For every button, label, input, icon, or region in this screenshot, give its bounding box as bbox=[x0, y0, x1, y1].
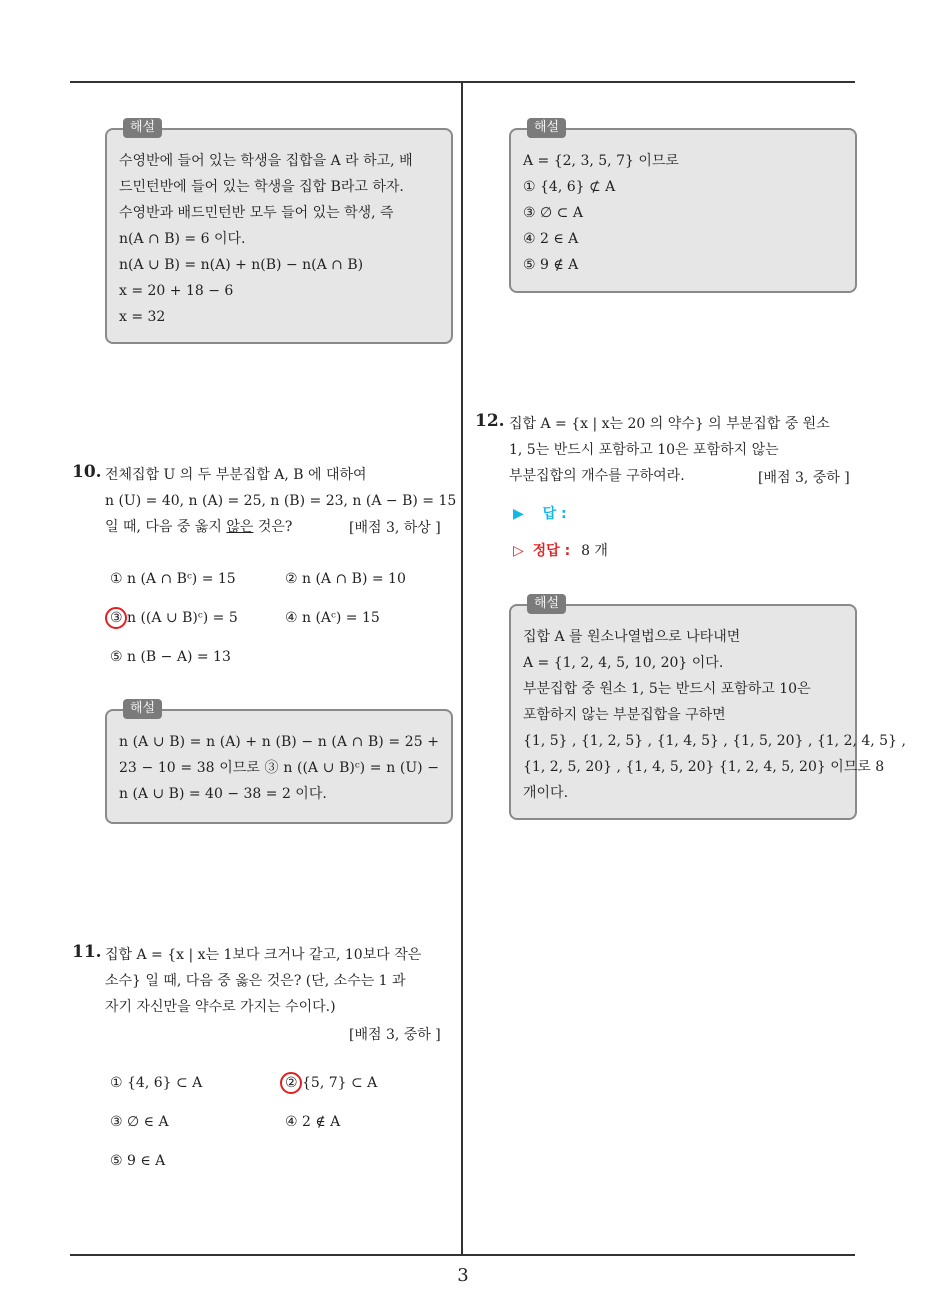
question-text: 일 때, 다음 중 옳지 bbox=[105, 519, 227, 535]
question-number: 11. bbox=[72, 942, 102, 962]
solution-line: ⑤ 9 ∉ A bbox=[523, 257, 579, 273]
solution-box-q9 bbox=[105, 120, 453, 344]
question-line: 소수} 일 때, 다음 중 옳은 것은? (단, 소수는 1 과 bbox=[105, 973, 406, 989]
solution-box-q10 bbox=[105, 701, 453, 824]
solution-line: x = 20 + 18 − 6 bbox=[119, 283, 234, 299]
choice-1[interactable]: ① {4, 6} ⊂ A bbox=[110, 1075, 203, 1091]
answer-row bbox=[513, 503, 567, 523]
choice-3[interactable]: ③ ∅ ∈ A bbox=[110, 1114, 169, 1130]
solution-tag: 해설 bbox=[527, 594, 566, 614]
solution-line: 부분집합 중 원소 1, 5는 반드시 포함하고 10은 bbox=[523, 681, 811, 697]
choice-5[interactable]: ⑤ n (B − A) = 13 bbox=[110, 649, 231, 665]
solution-box-q12 bbox=[509, 596, 906, 820]
choice-5[interactable]: ⑤ 9 ∈ A bbox=[110, 1153, 166, 1169]
solution-line: 수영반과 배드민턴반 모두 들어 있는 학생, 즉 bbox=[119, 205, 394, 221]
correct-answer-label: 정답 : bbox=[532, 543, 571, 559]
choice-4[interactable]: ④ n (Aᶜ) = 15 bbox=[285, 610, 380, 626]
choice-4[interactable]: ④ 2 ∉ A bbox=[285, 1114, 341, 1130]
score-label: [배점 3, 중하 ] bbox=[758, 470, 850, 486]
question-line: 자기 자신만을 약수로 가지는 수이다.) bbox=[105, 999, 336, 1015]
solution-line: 포함하지 않는 부분집합을 구하면 bbox=[523, 707, 726, 723]
underlined-word: 않은 bbox=[226, 519, 254, 535]
solution-line: n(A ∪ B) = n(A) + n(B) − n(A ∩ B) bbox=[119, 257, 364, 273]
question-number: 12. bbox=[475, 411, 505, 431]
question-line: 부분집합의 개수를 구하여라. bbox=[509, 468, 685, 484]
correct-answer-row bbox=[513, 540, 608, 560]
bottom-rule bbox=[70, 1254, 855, 1256]
question-11-text bbox=[105, 942, 450, 1020]
choice-1[interactable]: ① n (A ∩ Bᶜ) = 15 bbox=[110, 571, 236, 587]
solution-box-q11 bbox=[509, 120, 857, 293]
solution-line: 드민턴반에 들어 있는 학생을 집합 B라고 하자. bbox=[119, 179, 404, 195]
correct-answer-value: 8 개 bbox=[581, 543, 608, 559]
solution-line: A = {2, 3, 5, 7} 이므로 bbox=[523, 153, 679, 169]
solution-line: {1, 5} , {1, 2, 5} , {1, 4, 5} , {1, 5, 20} , {1, 2, 4, 5} , bbox=[523, 733, 906, 749]
question-text: 것은? bbox=[253, 519, 293, 535]
score-label: [배점 3, 중하 ] bbox=[349, 1027, 441, 1043]
choice-2[interactable]: ② {5, 7} ⊂ A bbox=[285, 1075, 378, 1091]
question-number: 10. bbox=[72, 462, 102, 482]
score-label: [배점 3, 하상 ] bbox=[349, 520, 441, 536]
choice-2[interactable]: ② n (A ∩ B) = 10 bbox=[285, 571, 406, 587]
answer-label: 답 : bbox=[542, 506, 567, 522]
play-outline-icon: ▷ bbox=[513, 543, 524, 559]
solution-tag: 해설 bbox=[527, 118, 566, 138]
solution-line: {1, 2, 5, 20} , {1, 4, 5, 20} {1, 2, 4, 5, 20} 이므로 8 bbox=[523, 759, 885, 775]
solution-tag: 해설 bbox=[123, 118, 162, 138]
solution-line: 집합 A 를 원소나열법으로 나타내면 bbox=[523, 629, 741, 645]
play-arrow-icon: ▶ bbox=[513, 506, 524, 522]
solution-line: n(A ∩ B) = 6 이다. bbox=[119, 231, 246, 247]
solution-line: x = 32 bbox=[119, 309, 166, 325]
question-line: 전체집합 U 의 두 부분집합 A, B 에 대하여 bbox=[105, 467, 367, 483]
question-line: 집합 A = {x | x는 1보다 크거나 같고, 10보다 작은 bbox=[105, 947, 422, 963]
solution-line: 수영반에 들어 있는 학생을 집합을 A 라 하고, 배 bbox=[119, 153, 413, 169]
question-line: 집합 A = {x | x는 20 의 약수} 의 부분집합 중 원소 bbox=[509, 416, 830, 432]
solution-text: n (A ∪ B) = n (A) + n (B) − n (A ∩ B) = 25 + 23 − 10 = 38 이므로 ③ n ((A ∪ B)ᶜ) = n (U) − n (A ∪ B) = 40 − 38 = 2 이다. bbox=[119, 734, 439, 802]
question-line: n (U) = 40, n (A) = 25, n (B) = 23, n (A − B) = 15 bbox=[105, 493, 457, 509]
solution-tag: 해설 bbox=[123, 699, 162, 719]
solution-line: ④ 2 ∈ A bbox=[523, 231, 579, 247]
solution-line: ③ ∅ ⊂ A bbox=[523, 205, 583, 221]
column-divider bbox=[461, 82, 463, 1256]
solution-line: A = {1, 2, 4, 5, 10, 20} 이다. bbox=[523, 655, 724, 671]
solution-line: ① {4, 6} ⊄ A bbox=[523, 179, 616, 195]
choice-3[interactable]: ③ n ((A ∪ B)ᶜ) = 5 bbox=[110, 610, 238, 626]
solution-line: 개이다. bbox=[523, 785, 569, 801]
question-line: 1, 5는 반드시 포함하고 10은 포함하지 않는 bbox=[509, 442, 779, 458]
page-number: 3 bbox=[457, 1265, 469, 1286]
